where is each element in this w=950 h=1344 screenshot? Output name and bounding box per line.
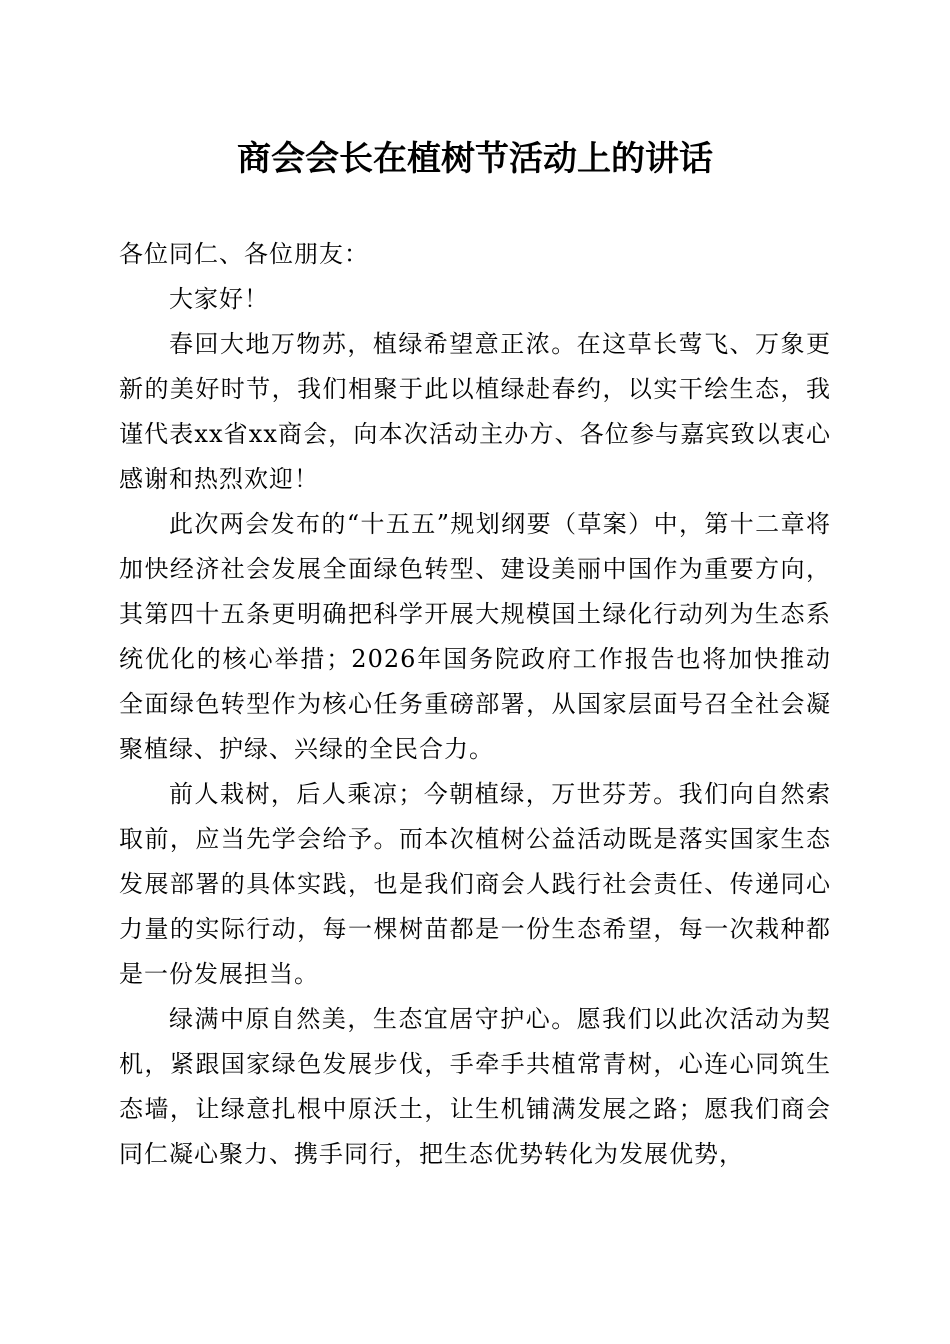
- paragraph-planting: 前人栽树，后人乘凉；今朝植绿，万世芬芳。我们向自然索取前，应当先学会给予。而本次植树公益活动既是落实国家生态发展部署的具体实践，也是我们商会人践行社会责任、传递同心力量的实际行动，每一棵树苗都是一份生态希望，每一次栽种都是一份发展担当。: [119, 780, 831, 988]
- document-title: 商会会长在植树节活动上的讲话: [237, 139, 713, 179]
- paragraph-greeting: 大家好！: [169, 285, 269, 313]
- paragraph-wishes: 绿满中原自然美，生态宜居守护心。愿我们以此次活动为契机，紧跟国家绿色发展步伐，手牵手共植常青树，心连心同筑生态墙，让绿意扎根中原沃土，让生机铺满发展之路；愿我们商会同仁凝心聚力、携手同行，把生态优势转化为发展优势，: [119, 1005, 831, 1168]
- salutation: 各位同仁、各位朋友：: [119, 240, 369, 268]
- document-body: [119, 232, 831, 1177]
- paragraph-policy: 此次两会发布的“十五五”规划纲要（草案）中，第十二章将加快经济社会发展全面绿色转型、建设美丽中国作为重要方向，其第四十五条更明确把科学开展大规模国土绿化行动列为生态系统优化的核心举措；2026年国务院政府工作报告也将加快推动全面绿色转型作为核心任务重磅部署，从国家层面号召全社会凝聚植绿、护绿、兴绿的全民合力。: [119, 510, 831, 763]
- paragraph-spring: 春回大地万物苏，植绿希望意正浓。在这草长莺飞、万象更新的美好时节，我们相聚于此以植绿赴春约，以实干绘生态，我谨代表xx省xx商会，向本次活动主办方、各位参与嘉宾致以衷心感谢和热烈欢迎！: [119, 330, 831, 493]
